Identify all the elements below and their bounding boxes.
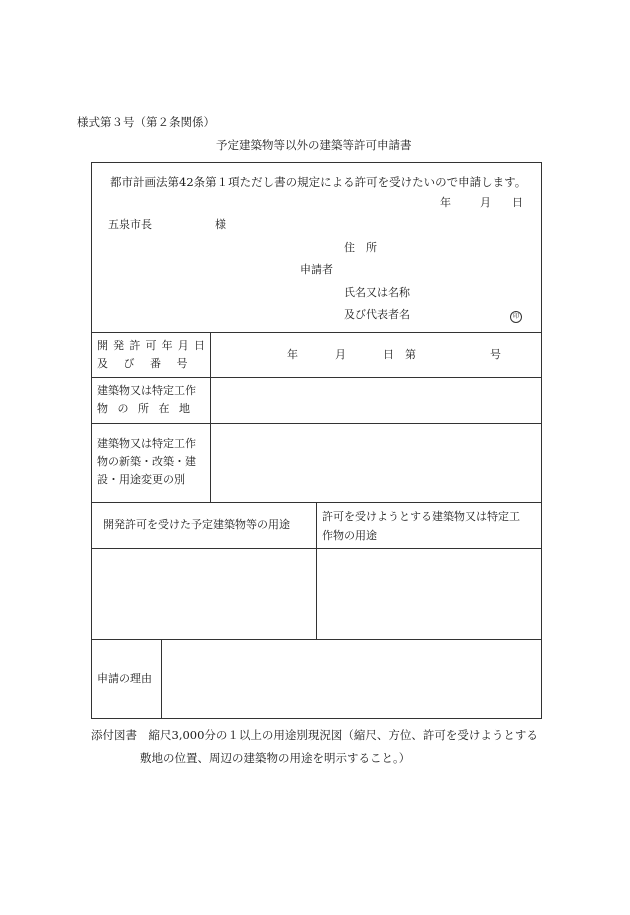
requested-use-label-line2: 作物の用途	[322, 529, 377, 542]
date-day-label: 日	[512, 196, 523, 209]
attachment-note-line2: 敷地の位置、周辺の建築物の用途を明示すること。）	[140, 751, 411, 765]
dev-permit-label-line1: 開 発 許 可 年 月 日	[97, 339, 205, 352]
dev-permit-number-prefix: 第	[405, 348, 416, 361]
construction-type-label-line3: 設・用途変更の別	[97, 473, 185, 486]
dev-permit-day: 日	[383, 348, 394, 361]
row-divider	[91, 377, 542, 378]
construction-type-label-line1: 建築物又は特定工作	[97, 437, 196, 450]
location-label-line2: 物の所在地	[97, 402, 200, 415]
column-divider	[316, 502, 317, 639]
row-divider	[91, 639, 542, 640]
honorific: 様	[215, 218, 226, 231]
representative-label: 及び代表者名	[344, 308, 410, 321]
application-statement: 都市計画法第42条第１項ただし書の規定による許可を受けたいので申請します。	[110, 175, 527, 189]
seal-mark: 印	[510, 309, 522, 323]
dev-permit-year: 年	[287, 348, 298, 361]
row-divider	[91, 332, 542, 333]
address-label: 住 所	[344, 241, 377, 254]
applicant-label: 申請者	[300, 263, 333, 276]
column-divider	[210, 332, 211, 502]
dev-permit-month: 月	[335, 348, 346, 361]
attachment-note-line1: 添付図書 縮尺3,000分の１以上の用途別現況図（縮尺、方位、許可を受けようとする	[91, 728, 538, 742]
name-label: 氏名又は名称	[344, 286, 410, 299]
form-number: 様式第３号（第２条関係）	[77, 115, 215, 129]
column-divider	[161, 639, 162, 719]
dev-permit-number-suffix: 号	[490, 348, 501, 361]
dev-permit-label-line2: 及び番号	[97, 357, 203, 370]
addressee: 五泉市長	[108, 218, 152, 231]
requested-use-label-line1: 許可を受けようとする建築物又は特定工	[322, 510, 520, 523]
date-year-label: 年	[440, 196, 451, 209]
planned-use-label: 開発許可を受けた予定建築物等の用途	[103, 518, 290, 531]
row-divider	[91, 423, 542, 424]
reason-label: 申請の理由	[97, 672, 152, 685]
date-month-label: 月	[480, 196, 491, 209]
location-label-line1: 建築物又は特定工作	[97, 384, 196, 397]
form-title: 予定建築物等以外の建築等許可申請書	[216, 138, 412, 152]
construction-type-label-line2: 物の新築・改築・建	[97, 455, 196, 468]
